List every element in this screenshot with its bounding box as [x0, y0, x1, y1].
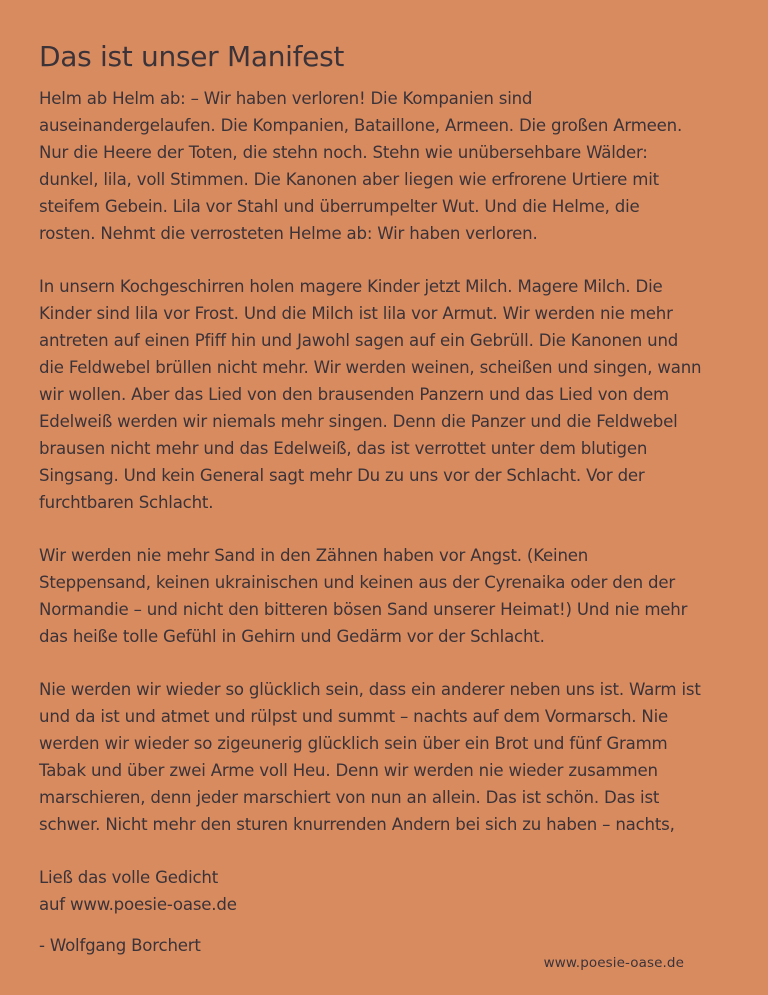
poem-line: marschieren, denn jeder marschiert von nun an allein. Das ist schön. Das ist — [39, 788, 660, 807]
poem-line: Singsang. Und kein General sagt mehr Du zu uns vor der Schlacht. Vor der — [39, 466, 645, 485]
poem-line: antreten auf einen Pfiff hin und Jawohl sagen auf ein Gebrüll. Die Kanonen und — [39, 331, 679, 350]
author-credit: - Wolfgang Borchert — [39, 936, 201, 955]
poem-line: In unsern Kochgeschirren holen magere Kinder jetzt Milch. Magere Milch. Die — [39, 277, 663, 296]
poem-line: Helm ab Helm ab: – Wir haben verloren! Die Kompanien sind — [39, 89, 533, 108]
poem-line: die Feldwebel brüllen nicht mehr. Wir werden weinen, scheißen und singen, wann — [39, 358, 702, 377]
poem-line: Tabak und über zwei Arme voll Heu. Denn wir werden nie wieder zusammen — [39, 761, 658, 780]
poem-line: Wir werden nie mehr Sand in den Zähnen haben vor Angst. (Keinen — [39, 546, 589, 565]
poem-line: furchtbaren Schlacht. — [39, 493, 214, 512]
poem-line: brausen nicht mehr und das Edelweiß, das ist verrottet unter dem blutigen — [39, 439, 648, 458]
poem-line: schwer. Nicht mehr den sturen knurrenden Andern bei sich zu haben – nachts, — [39, 815, 675, 834]
poem-line: Nie werden wir wieder so glücklich sein, dass ein anderer neben uns ist. Warm ist — [39, 680, 701, 699]
poem-line: auseinandergelaufen. Die Kompanien, Bataillone, Armeen. Die großen Armeen. — [39, 116, 683, 135]
poem-body — [39, 85, 739, 864]
poem-line: Normandie – und nicht den bitteren bösen Sand unserer Heimat!) Und nie mehr — [39, 600, 688, 619]
read-more-link[interactable]: auf www.poesie-oase.de — [39, 895, 237, 914]
stanza — [39, 85, 739, 247]
poem-line: dunkel, lila, voll Stimmen. Die Kanonen aber liegen wie erfrorene Urtiere mit — [39, 170, 659, 189]
read-more-line: Ließ das volle Gedicht — [39, 868, 219, 887]
poem-line: werden wir wieder so zigeunerig glücklich sein über ein Brot und fünf Gramm — [39, 734, 668, 753]
stanza — [39, 676, 739, 838]
read-more-note — [39, 864, 237, 918]
site-url[interactable]: www.poesie-oase.de — [543, 955, 684, 971]
poem-line: Kinder sind lila vor Frost. Und die Milch ist lila vor Armut. Wir werden nie mehr — [39, 304, 673, 323]
stanza — [39, 273, 739, 516]
poem-line: wir wollen. Aber das Lied von den brausenden Panzern und das Lied von dem — [39, 385, 670, 404]
poem-line: rosten. Nehmt die verrosteten Helme ab: Wir haben verloren. — [39, 224, 538, 243]
stanza — [39, 542, 739, 650]
poem-line: das heiße tolle Gefühl in Gehirn und Gedärm vor der Schlacht. — [39, 627, 545, 646]
poem-line: steifem Gebein. Lila vor Stahl und überrumpelter Wut. Und die Helme, die — [39, 197, 640, 216]
page-title: Das ist unser Manifest — [39, 40, 345, 73]
poem-line: Edelweiß werden wir niemals mehr singen. Denn die Panzer und die Feldwebel — [39, 412, 678, 431]
poem-line: Nur die Heere der Toten, die stehn noch. Stehn wie unübersehbare Wälder: — [39, 143, 648, 162]
poem-line: und da ist und atmet und rülpst und summt – nachts auf dem Vormarsch. Nie — [39, 707, 669, 726]
poem-line: Steppensand, keinen ukrainischen und keinen aus der Cyrenaika oder den der — [39, 573, 676, 592]
